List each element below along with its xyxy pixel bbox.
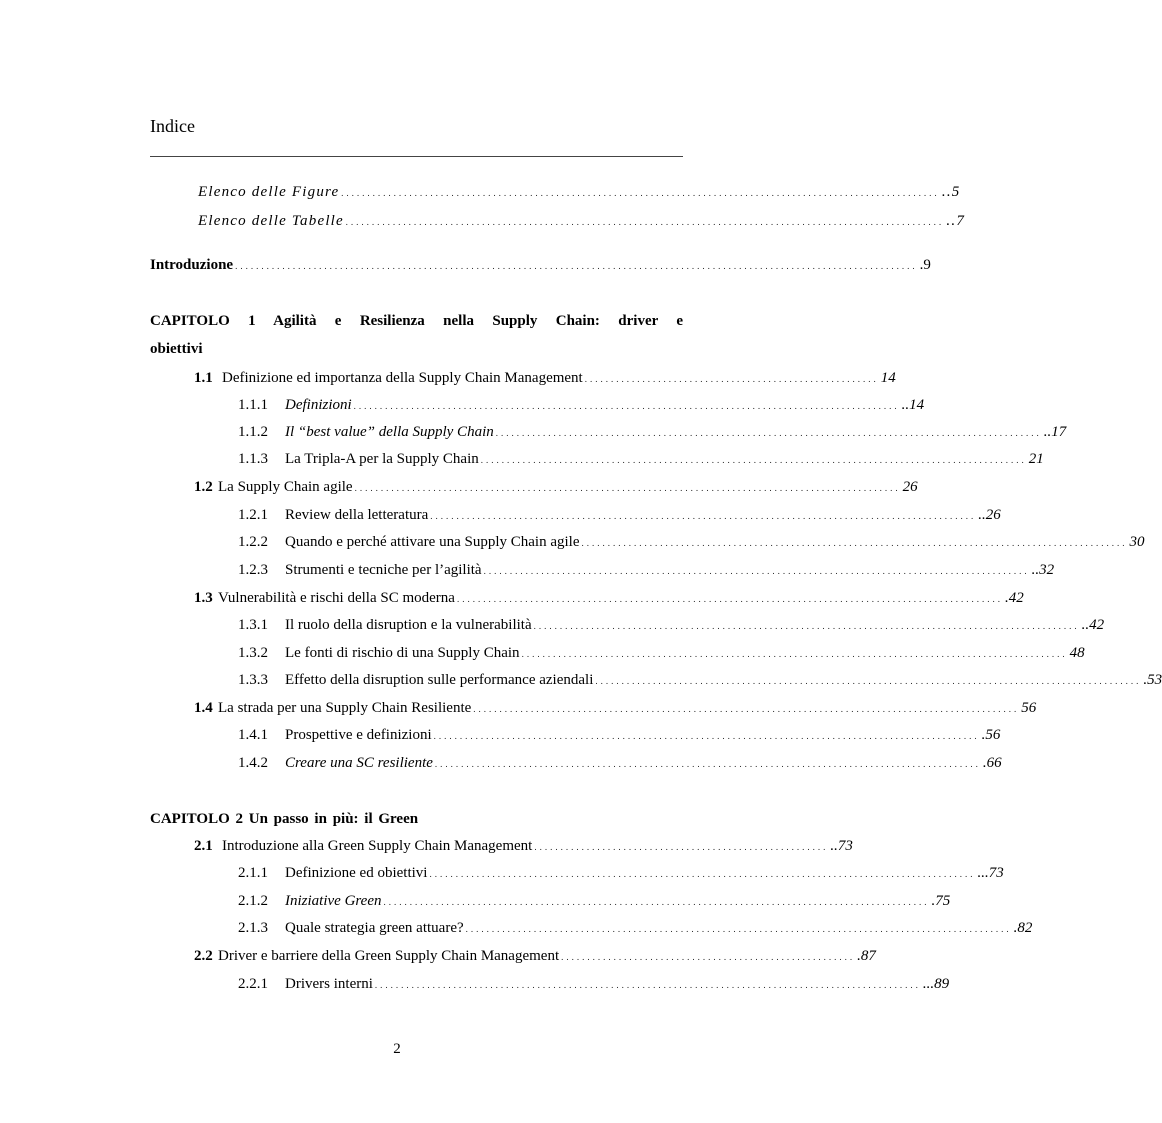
toc-number: 2.1.1 bbox=[238, 865, 268, 881]
toc-label: Definizione ed importanza della Supply Chain Management bbox=[222, 370, 583, 386]
toc-entry[interactable] bbox=[238, 397, 925, 414]
chapter-1-title-line2: obiettivi bbox=[150, 341, 203, 357]
leader-dots: ........................................................................................................ bbox=[465, 924, 1012, 934]
toc-entry[interactable] bbox=[194, 948, 876, 965]
toc-entry[interactable] bbox=[238, 976, 950, 993]
toc-entry[interactable] bbox=[238, 727, 1001, 744]
toc-label: Drivers interni bbox=[285, 976, 373, 992]
toc-number: 1.3.1 bbox=[238, 617, 268, 633]
toc-number: 1.2 bbox=[194, 479, 213, 495]
toc-number: 1.4 bbox=[194, 700, 213, 716]
leader-dots: ........................................................................................................ bbox=[430, 511, 977, 521]
index-title: Indice bbox=[150, 116, 195, 136]
toc-entry[interactable] bbox=[238, 507, 1001, 524]
toc-number: 1.1.1 bbox=[238, 397, 268, 413]
leader-dots: ........................................................................................................ bbox=[483, 566, 1030, 576]
leader-dots: ........................................................................................................ bbox=[581, 538, 1128, 548]
leader-dots: ........................................................ bbox=[534, 842, 829, 852]
toc-entry[interactable] bbox=[238, 893, 951, 910]
leader-dots: ........................................................................................................ bbox=[595, 676, 1142, 686]
toc-entry[interactable] bbox=[238, 865, 1004, 882]
toc-label: Quando e perché attivare una Supply Chain agile bbox=[285, 534, 580, 550]
toc-label: La strada per una Supply Chain Resiliente bbox=[218, 700, 472, 716]
toc-label: Review della letteratura bbox=[285, 507, 429, 523]
toc-number: 1.1.2 bbox=[238, 424, 268, 440]
toc-label: La Tripla-A per la Supply Chain bbox=[285, 451, 479, 467]
leader-dots: ........................................................................................................ bbox=[495, 428, 1042, 438]
toc-number: 1.4.1 bbox=[238, 727, 268, 743]
toc-number: 1.3 bbox=[194, 590, 213, 606]
leader-dots: ........................................................................................................ bbox=[533, 621, 1080, 631]
leader-dots: .................................................................................................................. bbox=[341, 188, 940, 198]
toc-page: .56 bbox=[981, 727, 1001, 743]
toc-entry[interactable] bbox=[194, 838, 853, 855]
toc-label: Introduzione alla Green Supply Chain Management bbox=[222, 838, 533, 854]
leader-dots: ........................................................ bbox=[561, 952, 856, 962]
toc-label: Introduzione bbox=[150, 257, 234, 273]
toc-page: ..42 bbox=[1081, 617, 1105, 633]
toc-number: 1.3.2 bbox=[238, 645, 268, 661]
leader-dots: ........................................................................................................ bbox=[354, 483, 901, 493]
toc-label: Creare una SC resiliente bbox=[285, 755, 433, 771]
toc-label: Definizioni bbox=[285, 397, 352, 413]
toc-page: 56 bbox=[1021, 700, 1037, 716]
toc-page: ..32 bbox=[1031, 562, 1055, 578]
toc-page: .87 bbox=[857, 948, 876, 964]
toc-number: 2.1.3 bbox=[238, 920, 268, 936]
page-number: 2 bbox=[393, 1041, 401, 1057]
toc-label: Prospettive e definizioni bbox=[285, 727, 432, 743]
toc-entry-figures[interactable] bbox=[198, 184, 961, 201]
leader-dots: .................................................................................................................. bbox=[345, 217, 945, 227]
toc-page: .9 bbox=[919, 257, 931, 273]
leader-dots: ........................................................................................................ bbox=[434, 759, 981, 769]
toc-label: Elenco delle Tabelle bbox=[198, 213, 344, 229]
leader-dots: ........................................................................................................ bbox=[429, 869, 976, 879]
toc-entry[interactable] bbox=[238, 672, 1162, 689]
toc-entry[interactable] bbox=[194, 479, 918, 496]
toc-page: ..73 bbox=[830, 838, 853, 854]
toc-page: 30 bbox=[1129, 534, 1145, 550]
toc-label: Effetto della disruption sulle performance aziendali bbox=[285, 672, 594, 688]
toc-label: Elenco delle Figure bbox=[198, 184, 340, 200]
toc-page: 21 bbox=[1028, 451, 1044, 467]
toc-entry[interactable] bbox=[238, 451, 1044, 468]
toc-page: ..17 bbox=[1043, 424, 1067, 440]
toc-page: 14 bbox=[880, 370, 896, 386]
leader-dots: ........................................................................................................ bbox=[374, 980, 921, 990]
toc-page: ..26 bbox=[978, 507, 1001, 523]
chapter-1-title-line1[interactable]: CAPITOLO 1 Agilità e Resilienza nella Supply Chain: driver e bbox=[150, 313, 683, 329]
leader-dots: ........................................................ bbox=[584, 374, 879, 384]
toc-label: Il “best value” della Supply Chain bbox=[285, 424, 494, 440]
toc-page: ..5 bbox=[941, 184, 961, 200]
toc-page: 26 bbox=[902, 479, 918, 495]
toc-number: 1.2.2 bbox=[238, 534, 268, 550]
toc-page: .66 bbox=[982, 755, 1002, 771]
toc-label: Quale strategia green attuare? bbox=[285, 920, 464, 936]
toc-number: 1.3.3 bbox=[238, 672, 268, 688]
toc-entry[interactable] bbox=[194, 700, 1037, 717]
toc-page: ..7 bbox=[946, 213, 966, 229]
toc-entry[interactable] bbox=[238, 534, 1145, 551]
toc-page: ...73 bbox=[977, 865, 1004, 881]
toc-label: Vulnerabilità e rischi della SC moderna bbox=[218, 590, 455, 606]
toc-entry-tables[interactable] bbox=[198, 213, 966, 230]
toc-number: 1.4.2 bbox=[238, 755, 268, 771]
toc-label: La Supply Chain agile bbox=[218, 479, 353, 495]
toc-label: Le fonti di rischio di una Supply Chain bbox=[285, 645, 520, 661]
chapter-2-title[interactable]: CAPITOLO 2 Un passo in più: il Green bbox=[150, 811, 419, 827]
toc-label: Il ruolo della disruption e la vulnerabilità bbox=[285, 617, 532, 633]
toc-entry[interactable] bbox=[238, 645, 1085, 662]
toc-entry[interactable] bbox=[238, 755, 1002, 772]
toc-label: Driver e barriere della Green Supply Chain Management bbox=[218, 948, 560, 964]
leader-dots: ........................................................................................................ bbox=[433, 731, 980, 741]
toc-page: ..14 bbox=[901, 397, 925, 413]
toc-entry[interactable] bbox=[238, 424, 1067, 441]
toc-page: .75 bbox=[931, 893, 951, 909]
toc-page: .42 bbox=[1004, 590, 1024, 606]
leader-dots: ........................................................................................................ bbox=[383, 897, 930, 907]
leader-dots: .................................................................................................................................. bbox=[235, 261, 918, 271]
toc-number: 2.2.1 bbox=[238, 976, 268, 992]
toc-number: 1.2.1 bbox=[238, 507, 268, 523]
leader-dots: ........................................................................................................ bbox=[473, 704, 1020, 714]
toc-number: 2.1.2 bbox=[238, 893, 268, 909]
toc-label: Strumenti e tecniche per l’agilità bbox=[285, 562, 482, 578]
leader-dots: ........................................................................................................ bbox=[480, 455, 1027, 465]
toc-entry[interactable] bbox=[238, 920, 1033, 937]
toc-entry[interactable] bbox=[194, 370, 896, 387]
toc-entry[interactable] bbox=[238, 562, 1055, 579]
toc-page: .53 bbox=[1143, 672, 1162, 688]
toc-entry[interactable] bbox=[238, 617, 1105, 634]
toc-number: 1.1.3 bbox=[238, 451, 268, 467]
toc-page: ...89 bbox=[922, 976, 950, 992]
leader-dots: ........................................................................................................ bbox=[353, 401, 900, 411]
leader-dots: ........................................................................................................ bbox=[521, 649, 1068, 659]
toc-page: 48 bbox=[1069, 645, 1085, 661]
toc-number: 2.1 bbox=[194, 838, 213, 854]
leader-dots: ........................................................................................................ bbox=[456, 594, 1003, 604]
title-divider bbox=[150, 156, 683, 157]
toc-label: Iniziative Green bbox=[285, 893, 382, 909]
toc-number: 1.1 bbox=[194, 370, 213, 386]
toc-number: 2.2 bbox=[194, 948, 213, 964]
toc-entry-introduction[interactable] bbox=[150, 257, 931, 274]
toc-page: .82 bbox=[1013, 920, 1033, 936]
toc-entry[interactable] bbox=[194, 590, 1024, 607]
toc-number: 1.2.3 bbox=[238, 562, 268, 578]
toc-label: Definizione ed obiettivi bbox=[285, 865, 428, 881]
